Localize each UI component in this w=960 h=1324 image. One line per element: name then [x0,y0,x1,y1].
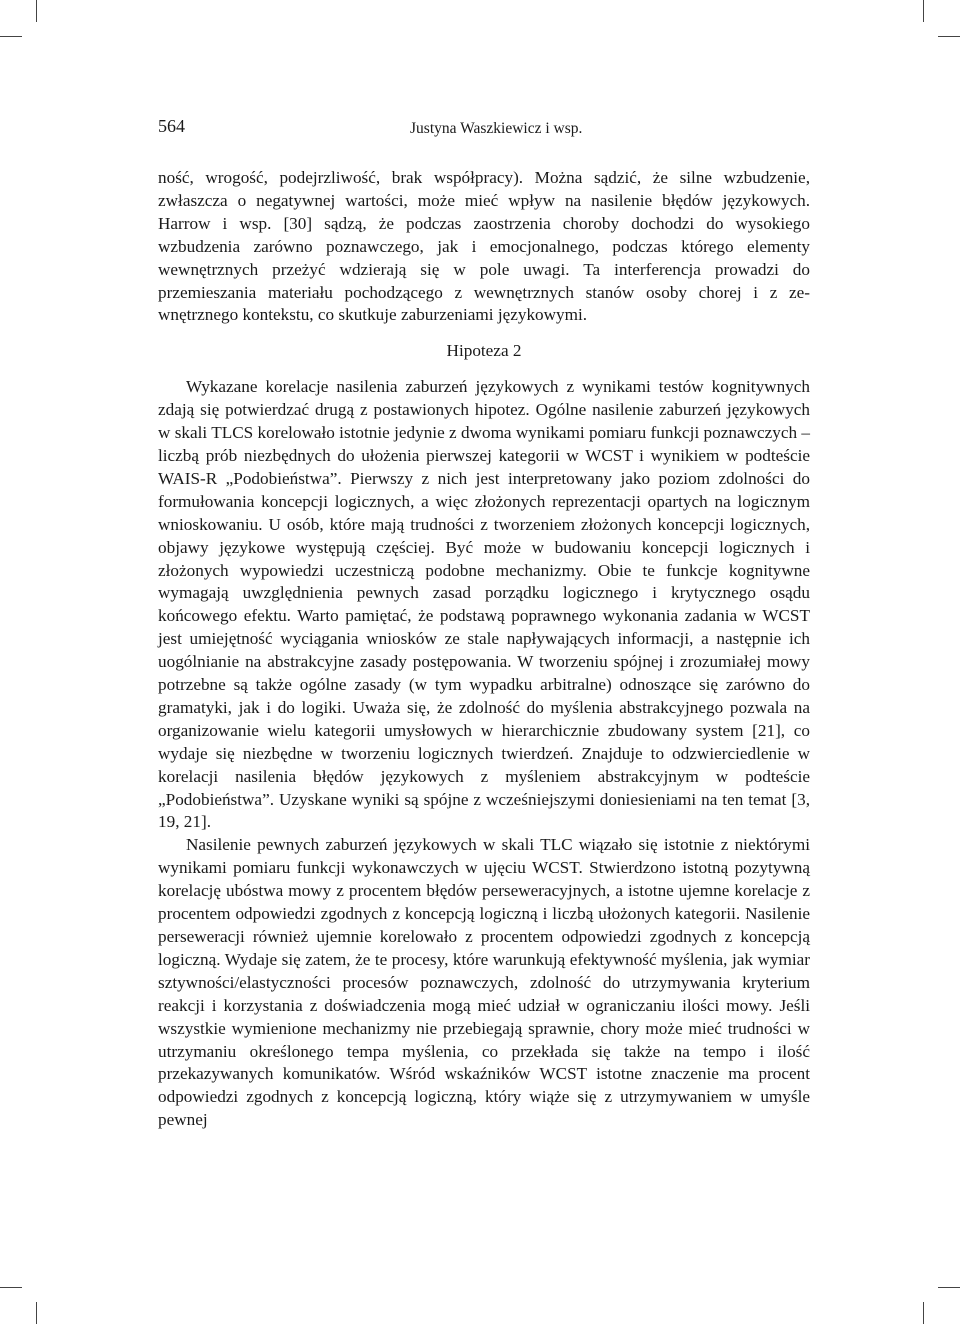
paragraph: ność, wrogość, podejrzliwość, brak współpracy). Można sądzić, że silne wzbudzenie, zwłaszcza o negatywnej wartości, może mieć wpływ na nasilenie błędów językowych. Harrow i wsp. [30] sądzą, że podczas zaostrzenia choroby dochodzi do wysokiego wzbudzenia zarówno poznawczego, jak i emocjonalnego, podczas którego elementy wewnętrznych przeżyć wdzierają się w pole uwagi. Ta interferencja prowadzi do przemieszania materiału pochodzącego z wewnętrznych stanów osoby chorej i z zewnętrznego kontekstu, co skutkuje zaburzeniami językowymi. [158,168,810,325]
page-number: 564 [158,116,185,136]
running-title: Justyna Waszkiewicz i wsp. [410,120,583,137]
crop-mark [938,1287,960,1288]
running-head [158,116,810,140]
crop-mark [0,36,22,37]
crop-mark [923,0,924,22]
crop-mark [0,1287,22,1288]
section-heading: Hipoteza 2 [446,341,522,361]
paragraph: Wykazane korelacje nasilenia zaburzeń językowych z wynikami testów kognitywnych zdają się potwierdzać drugą z postawionych hipotez. Ogólne nasilenie zaburzeń językowych w skali TLCS korelowało istotnie jedynie z dwoma wynikami pomiaru funkcji poznawczych – liczbą prób niezbędnych do ułożenia pierwszej kategorii w WCST i wynikiem w podteście WAIS-R „Podobieństwa”. Pierwszy z nich jest interpretowany jako poziom zdolności do formułowania koncepcji logicznych, a więc złożonych reprezentacji opartych na logicznym wnioskowaniu. U osób, które mają trudności z tworzeniem złożonych koncepcji logicznych, objawy językowe występują częściej. Być może w budowaniu koncepcji logicznych i złożonych wypowiedzi uczestniczą podobne mechanizmy. Obie te funkcje kognitywne wymagają uwzględnienia pewnych zasad porządku logicznego i krytycznego osądu końcowego efektu. Warto pamiętać, że podstawą poprawnego wykonania zadania w WCST jest umiejętność wyciągania wniosków ze stale napływających informacji, a następnie ich uogólnianie na abstrakcyjne zasady postępowania. W tworzeniu spójnej i zrozumiałej mowy potrzebne są także ogólne zasady (w tym wypadku arbitralne) odnoszące się zarówno do gramatyki, jak i do logiki. Uważa się, że zdolność do myślenia abstrakcyjnego pozwala na organizowanie wielu kategorii umysłowych w hierarchicznie zbudowany system [21], co wydaje się niezbędne w tworzeniu logicznych twierdzeń. Znajduje to odzwierciedlenie w korelacji nasilenia błędów językowych z myśleniem abstrakcyjnym w podteście „Podobieństwa”. Uzyskane wyniki są spójne z wcześniejszymi doniesieniami na ten temat [3, 19, 21]. [158,377,810,832]
crop-mark [923,1302,924,1324]
crop-mark [36,1302,37,1324]
crop-mark [938,36,960,37]
article-body [158,167,810,1132]
crop-mark [36,0,37,22]
paragraph: Nasilenie pewnych zaburzeń językowych w skali TLC wiązało się istotnie z niektórymi wynikami pomiaru funkcji wykonawczych w ujęciu WCST. Stwierdzono istotną pozytywną korelację ubóstwa mowy z procentem błędów perseweracyjnych, a istotne ujemne korelacje z procentem odpowiedzi zgodnych z koncepcją logiczną i liczbą ułożonych kategorii. Nasilenie perseweracji również ujemnie korelowało z procentem odpowiedzi zgodnych z koncepcją logiczną. Wydaje się zatem, że te procesy, które warunkują efektywność myślenia, jak wymiar sztywności/elastyczności procesów poznawczych, zdolność do utrzymywania kryterium reakcji i korzystania z doświadczenia mogą mieć udział w ograniczaniu ilości mowy. Jeśli wszystkie wymienione mechanizmy nie przebiegają sprawnie, chory może mieć trudności w utrzymaniu określonego tempa myślenia, co przekłada się także na tempo i ilość przekazywanych komunikatów. Wśród wskaźników WCST istotne znaczenie ma procent odpowiedzi zgodnych z koncepcją logiczną, który wiąże się z utrzymywaniem w umyśle pewnej [158,835,810,1130]
